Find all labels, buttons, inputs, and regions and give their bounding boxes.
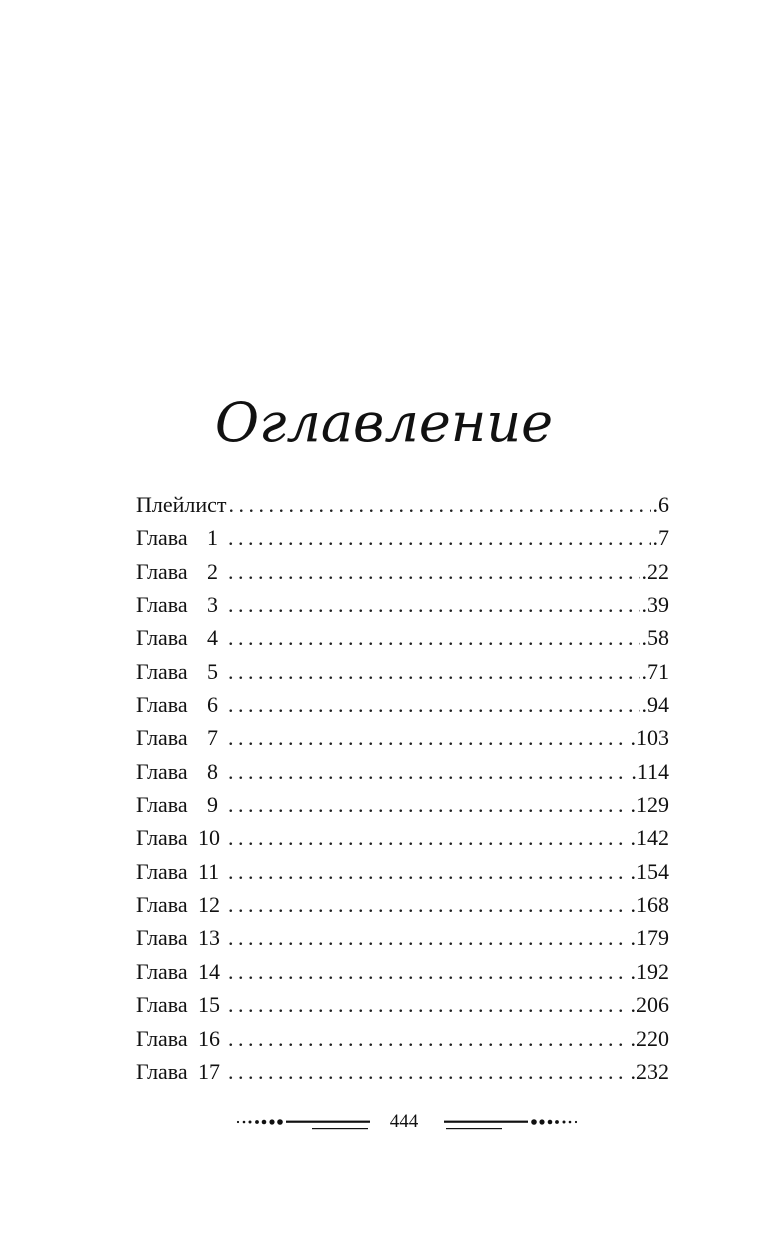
toc-entry-page: .58 xyxy=(641,625,669,651)
dot-leader xyxy=(228,788,629,821)
toc-entry-label: Глава xyxy=(136,658,188,684)
toc-entry-label: Глава xyxy=(136,958,188,984)
dot-leader xyxy=(228,655,640,688)
toc-entry-chapter-3[interactable] xyxy=(136,588,669,621)
dot-leader xyxy=(228,621,640,654)
dot-leader xyxy=(228,888,629,921)
toc-entry-chapter-2[interactable] xyxy=(136,555,669,588)
toc-entry-page: .232 xyxy=(630,1058,669,1084)
toc-entry-number: 3 xyxy=(207,592,218,618)
toc-entry-number: 12 xyxy=(198,892,220,918)
toc-entry-label: Глава xyxy=(136,858,188,884)
toc-entry-chapter-15[interactable] xyxy=(136,988,669,1021)
toc-entry-chapter-11[interactable] xyxy=(136,855,669,888)
toc-entry-number: 1 xyxy=(207,525,218,551)
toc-entry-page: .7 xyxy=(652,525,669,551)
toc-entry-label: Глава xyxy=(136,1025,188,1051)
toc-entry-page: .129 xyxy=(630,792,669,818)
toc-entry-page: .71 xyxy=(641,658,669,684)
toc-entry-label: Глава xyxy=(136,625,188,651)
toc-entry-page: .168 xyxy=(630,892,669,918)
toc-entry-number: 16 xyxy=(198,1025,220,1051)
toc-entry-page: .94 xyxy=(641,692,669,718)
toc-entry-number: 13 xyxy=(198,925,220,951)
page-footer xyxy=(0,1108,768,1138)
dot-leader xyxy=(228,588,640,621)
dot-leader xyxy=(228,988,629,1021)
dot-leader xyxy=(228,1055,629,1088)
toc-entry-page: .192 xyxy=(630,958,669,984)
toc-entry-number: 8 xyxy=(207,758,218,784)
dot-leader xyxy=(228,1022,629,1055)
toc-entry-label: Глава xyxy=(136,725,188,751)
toc-entry-label: Глава xyxy=(136,925,188,951)
toc-entry-number: 5 xyxy=(207,658,218,684)
dot-leader xyxy=(228,721,629,754)
toc-entry-number: 7 xyxy=(207,725,218,751)
toc-entry-page: .39 xyxy=(641,592,669,618)
toc-entry-chapter-9[interactable] xyxy=(136,788,669,821)
dot-leader xyxy=(228,855,629,888)
toc-entry-number: 17 xyxy=(198,1058,220,1084)
toc-entry-chapter-16[interactable] xyxy=(136,1022,669,1055)
toc-entry-number: 14 xyxy=(198,958,220,984)
toc-entry-page: .206 xyxy=(630,992,669,1018)
toc-entry-label: Глава xyxy=(136,592,188,618)
dot-leader xyxy=(228,921,629,954)
toc-entry-label: Глава xyxy=(136,792,188,818)
dot-leader xyxy=(228,755,629,788)
toc-entry-number: 6 xyxy=(207,692,218,718)
toc-entry-chapter-7[interactable] xyxy=(136,721,669,754)
dot-leader xyxy=(228,555,640,588)
toc-entry-label: Плейлист xyxy=(136,492,227,517)
toc-entry-label: Глава xyxy=(136,1058,188,1084)
toc-entry-chapter-1[interactable] xyxy=(136,521,669,554)
dot-leader xyxy=(228,688,640,721)
toc-entry-playlist[interactable] xyxy=(136,488,669,521)
toc-entry-label: Глава xyxy=(136,692,188,718)
toc-entry-chapter-12[interactable] xyxy=(136,888,669,921)
toc-entry-chapter-8[interactable] xyxy=(136,755,669,788)
page-title: Оглавление xyxy=(214,391,554,454)
toc-entry-label: Глава xyxy=(136,825,188,851)
toc-entry-number: 4 xyxy=(207,625,218,651)
toc-entry-chapter-4[interactable] xyxy=(136,621,669,654)
toc-entry-page: .220 xyxy=(630,1025,669,1051)
toc-entry-chapter-10[interactable] xyxy=(136,821,669,854)
toc-entry-chapter-13[interactable] xyxy=(136,921,669,954)
toc-entry-number: 10 xyxy=(198,825,220,851)
toc-entry-chapter-5[interactable] xyxy=(136,655,669,688)
toc-entry-chapter-6[interactable] xyxy=(136,688,669,721)
toc-entry-page: .6 xyxy=(652,492,669,517)
dot-leader xyxy=(228,821,629,854)
right-ornament xyxy=(440,1108,580,1138)
toc-entry-chapter-17[interactable] xyxy=(136,1055,669,1088)
toc-entry-number: 9 xyxy=(207,792,218,818)
dot-leader xyxy=(228,955,629,988)
toc-entry-page: .114 xyxy=(631,758,669,784)
toc-entry-page: .142 xyxy=(630,825,669,851)
toc-entry-page: .103 xyxy=(630,725,669,751)
toc-entry-page: .179 xyxy=(630,925,669,951)
toc-entry-label: Глава xyxy=(136,525,188,551)
toc-entry-label: Глава xyxy=(136,558,188,584)
toc-entry-page: .22 xyxy=(641,558,669,584)
toc-entry-number: 15 xyxy=(198,992,220,1018)
toc-entry-label: Глава xyxy=(136,892,188,918)
toc-entry-page: .154 xyxy=(630,858,669,884)
toc-entry-label: Глава xyxy=(136,758,188,784)
dot-leader xyxy=(229,488,651,521)
toc-entry-number: 11 xyxy=(198,858,220,884)
toc-entry-label: Глава xyxy=(136,992,188,1018)
dot-leader xyxy=(228,521,651,554)
toc-entry-number: 2 xyxy=(207,558,218,584)
table-of-contents xyxy=(136,488,669,1088)
page-number: 444 xyxy=(389,1111,419,1132)
toc-entry-chapter-14[interactable] xyxy=(136,955,669,988)
